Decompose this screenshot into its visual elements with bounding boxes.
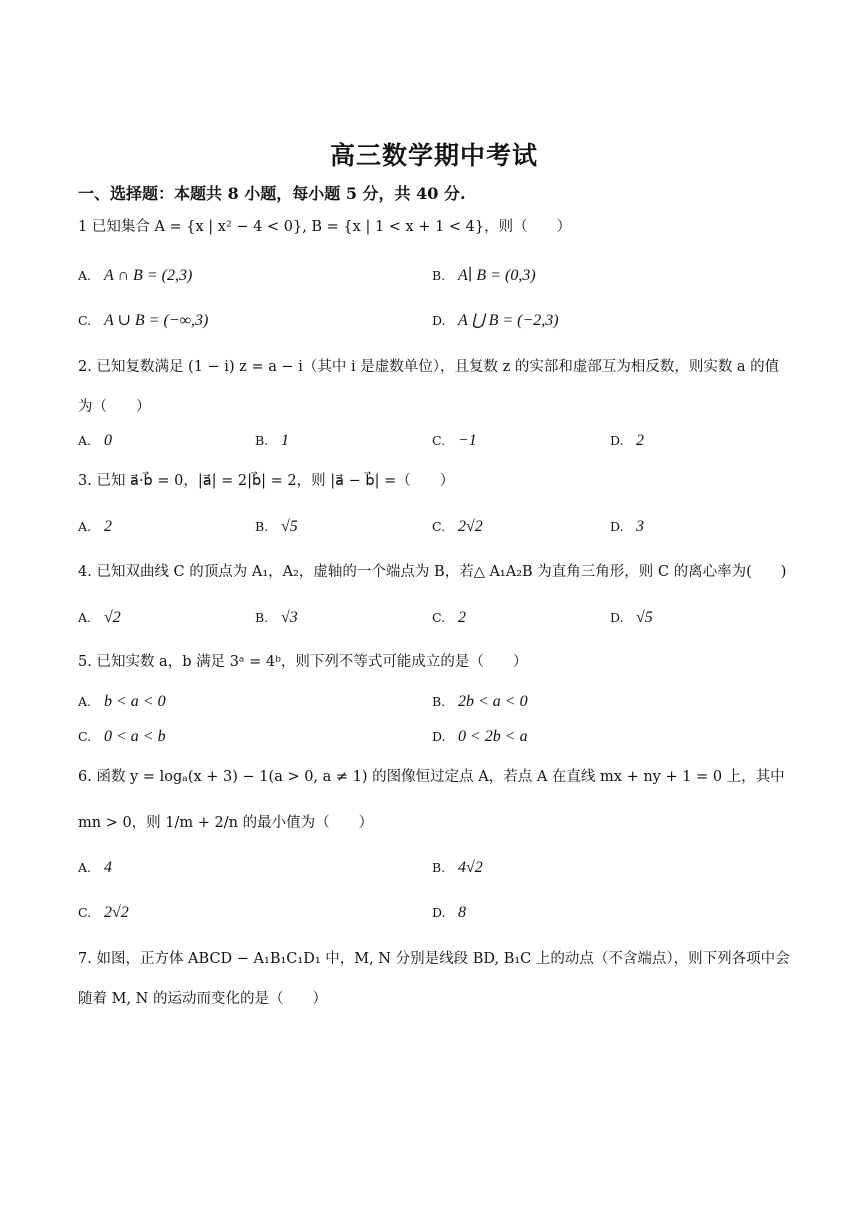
question-5-option-c[interactable]: C. 0 < a < b <box>78 728 166 745</box>
question-1-stem: 1 已知集合 A = {x | x² − 4 < 0}, B = {x | 1 < x + 1 < 4}，则（ ） <box>78 219 572 235</box>
question-6-option-b[interactable]: B. 4√2 <box>432 859 483 876</box>
question-1-option-c[interactable]: C. A ∪ B = (−∞,3) <box>78 312 209 329</box>
question-1-option-a[interactable]: A. A ∩ B = (2,3) <box>78 267 193 284</box>
question-5-option-d[interactable]: D. 0 < 2b < a <box>432 728 528 745</box>
question-2-option-c[interactable]: C. −1 <box>432 432 477 449</box>
question-5-stem: 5. 已知实数 a，b 满足 3ᵃ = 4ᵇ，则下列不等式可能成立的是（ ） <box>78 654 528 670</box>
question-6-stem-line-1: 6. 函数 y = logₐ(x + 3) − 1(a > 0, a ≠ 1) 的图像恒过定点 A，若点 A 在直线 mx + ny + 1 = 0 上，其中 <box>78 769 785 785</box>
question-3-option-d[interactable]: D. 3 <box>610 518 644 535</box>
page-title: 高三数学期中考试 <box>329 141 538 170</box>
question-3-option-a[interactable]: A. 2 <box>78 518 112 535</box>
question-5-option-b[interactable]: B. 2b < a < 0 <box>432 693 528 710</box>
question-2-option-a[interactable]: A. 0 <box>78 432 112 449</box>
question-2-stem-line-2: 为（ ） <box>78 399 151 415</box>
question-4-option-d[interactable]: D. √5 <box>610 609 653 626</box>
question-6-stem-line-2: mn > 0，则 1/m + 2/n 的最小值为（ ） <box>78 815 374 831</box>
question-7-stem-line-2: 随着 M, N 的运动而变化的是（ ） <box>78 991 327 1007</box>
question-4-option-c[interactable]: C. 2 <box>432 609 466 626</box>
question-6-option-d[interactable]: D. 8 <box>432 904 466 921</box>
question-4-stem: 4. 已知双曲线 C 的顶点为 A₁，A₂，虚轴的一个端点为 B，若△ A₁A₂B 为直角三角形，则 C 的离心率为( ) <box>78 564 787 580</box>
question-1-option-b[interactable]: B. A∣ B = (0,3) <box>432 267 536 284</box>
question-6-option-c[interactable]: C. 2√2 <box>78 904 129 921</box>
question-2-option-b[interactable]: B. 1 <box>255 432 289 449</box>
question-2-option-d[interactable]: D. 2 <box>610 432 644 449</box>
question-6-option-a[interactable]: A. 4 <box>78 859 112 876</box>
question-7-stem-line-1: 7. 如图，正方体 ABCD − A₁B₁C₁D₁ 中，M, N 分别是线段 BD, B₁C 上的动点（不含端点），则下列各项中会 <box>78 951 790 967</box>
question-4-option-b[interactable]: B. √3 <box>255 609 298 626</box>
question-4-option-a[interactable]: A. √2 <box>78 609 121 626</box>
section-heading: 一、选择题：本题共 8 小题，每小题 5 分，共 40 分. <box>78 184 466 203</box>
question-3-option-b[interactable]: B. √5 <box>255 518 298 535</box>
question-5-option-a[interactable]: A. b < a < 0 <box>78 693 166 710</box>
question-1-option-d[interactable]: D. A ⋃ B = (−2,3) <box>432 312 559 329</box>
question-2-stem-line-1: 2. 已知复数满足 (1 − i) z = a − i（其中 i 是虚数单位），且复数 z 的实部和虚部互为相反数，则实数 a 的值 <box>78 359 780 375</box>
question-3-stem: 3. 已知 a⃗·b⃗ = 0，|a⃗| = 2|b⃗| = 2，则 |a⃗ − b⃗| =（ ） <box>78 473 455 489</box>
question-3-option-c[interactable]: C. 2√2 <box>432 518 483 535</box>
